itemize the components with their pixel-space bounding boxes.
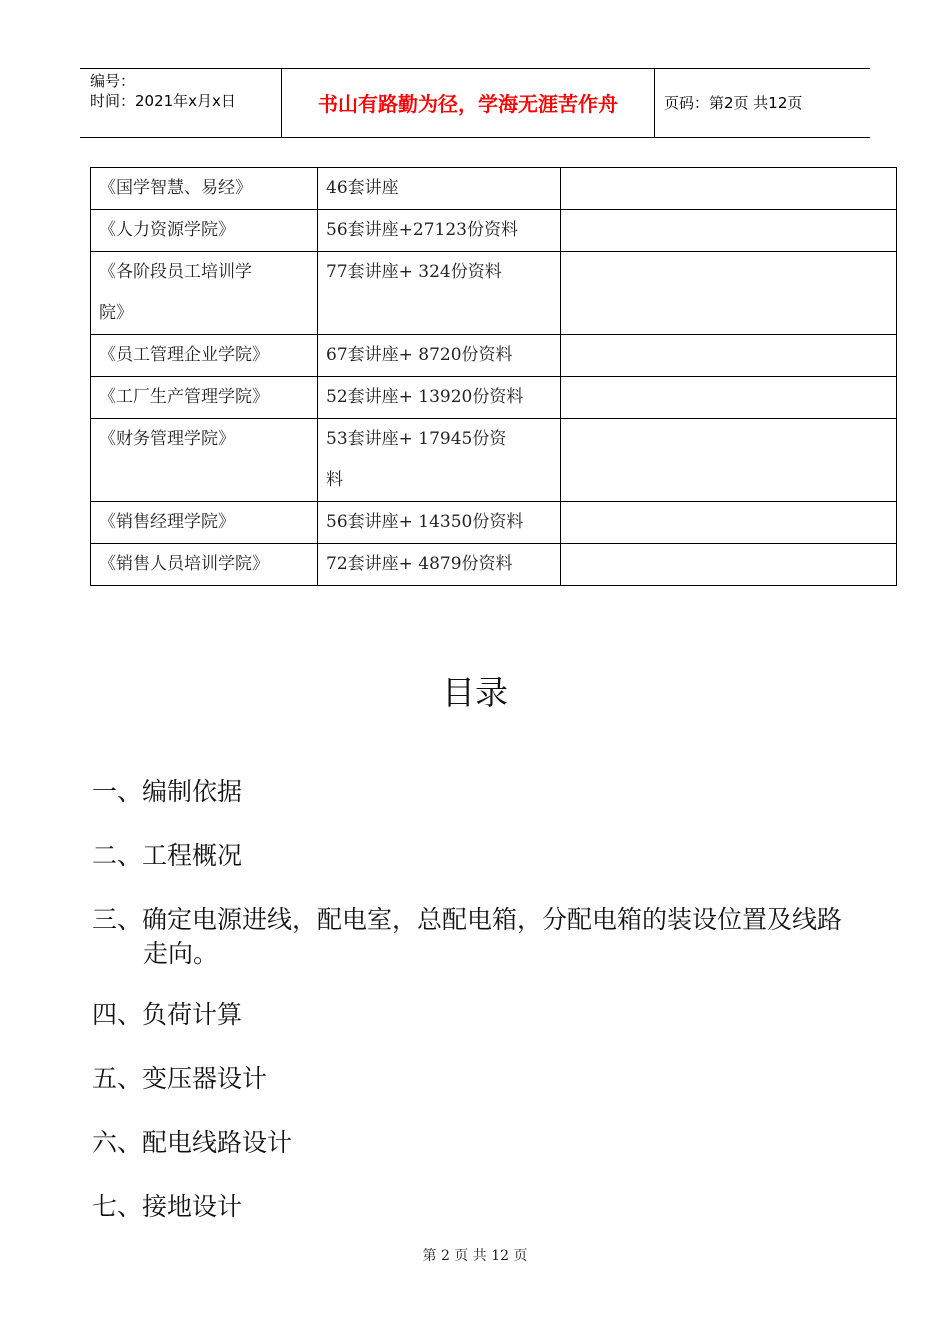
course-content: 53套讲座+ 17945份资 [326,429,507,449]
table-row [91,168,897,210]
course-extra [561,252,897,335]
table-row [91,419,897,502]
page-footer [0,1246,950,1266]
course-content-cont: 料 [326,470,343,490]
course-name: 《财务管理学院》 [91,419,318,502]
toc-item [92,903,843,968]
toc-item-text: 配电线路设计 [142,1128,293,1157]
page-header [80,68,870,138]
toc-item-number: 五、 [92,1064,143,1093]
toc-item [92,775,242,809]
course-content: 56套讲座+ 14350份资料 [318,502,561,544]
course-content: 46套讲座 [318,168,561,210]
course-content-cell [318,419,561,502]
toc-item-text: 接地设计 [142,1192,243,1221]
course-name: 《销售经理学院》 [91,502,318,544]
toc-item [92,1062,267,1096]
course-content: 52套讲座+ 13920份资料 [318,377,561,419]
toc-item-text: 工程概况 [142,841,243,870]
toc-item-number: 二、 [92,841,143,870]
course-name: 《人力资源学院》 [91,210,318,252]
course-content: 77套讲座+ 324份资料 [318,252,561,335]
course-extra [561,210,897,252]
toc-item [92,1126,292,1160]
header-meta-cell [80,69,281,137]
course-name-cell [91,252,318,335]
header-page-cell [654,69,870,137]
table-row [91,544,897,586]
toc-item-number: 四、 [92,1000,143,1029]
catalog-table [90,167,897,586]
course-name: 《销售人员培训学院》 [91,544,318,586]
table-row [91,502,897,544]
toc-item-text: 负荷计算 [142,1000,243,1029]
toc-item [92,1190,242,1224]
course-extra [561,544,897,586]
doc-date: 时间：2021年x月x日 [90,92,236,110]
course-name: 《各阶段员工培训学 [99,262,252,282]
course-content: 67套讲座+ 8720份资料 [318,335,561,377]
course-extra [561,335,897,377]
doc-number-label: 编号： [90,72,136,90]
toc-item-number: 三、 [92,905,143,934]
footer-page-number: 第 2 页 共 12 页 [422,1248,528,1264]
course-extra [561,168,897,210]
toc-item [92,839,242,873]
toc-item-text: 变压器设计 [142,1064,268,1093]
table-row [91,252,897,335]
course-name: 《工厂生产管理学院》 [91,377,318,419]
course-name: 《员工管理企业学院》 [91,335,318,377]
table-row [91,335,897,377]
course-name: 《国学智慧、易经》 [91,168,318,210]
toc-item-text: 编制依据 [142,777,243,806]
toc-item-text: 确定电源进线，配电室，总配电箱，分配电箱的装设位置及线路 [142,905,843,934]
toc-title: 目录 [442,673,508,712]
course-extra [561,377,897,419]
course-extra [561,502,897,544]
table-row [91,210,897,252]
header-page-info: 页码：第2页 共12页 [664,94,803,112]
course-extra [561,419,897,502]
toc-item-number: 一、 [92,777,143,806]
toc-item-text-cont: 走向。 [143,939,219,968]
toc-item-number: 六、 [92,1128,143,1157]
table-row [91,377,897,419]
toc-item [92,998,242,1032]
course-name-cont: 院》 [99,303,133,323]
course-content: 72套讲座+ 4879份资料 [318,544,561,586]
course-content: 56套讲座+27123份资料 [318,210,561,252]
toc-item-number: 七、 [92,1192,143,1221]
header-motto: 书山有路勤为径，学海无涯苦作舟 [318,92,618,116]
header-motto-cell [281,69,655,137]
